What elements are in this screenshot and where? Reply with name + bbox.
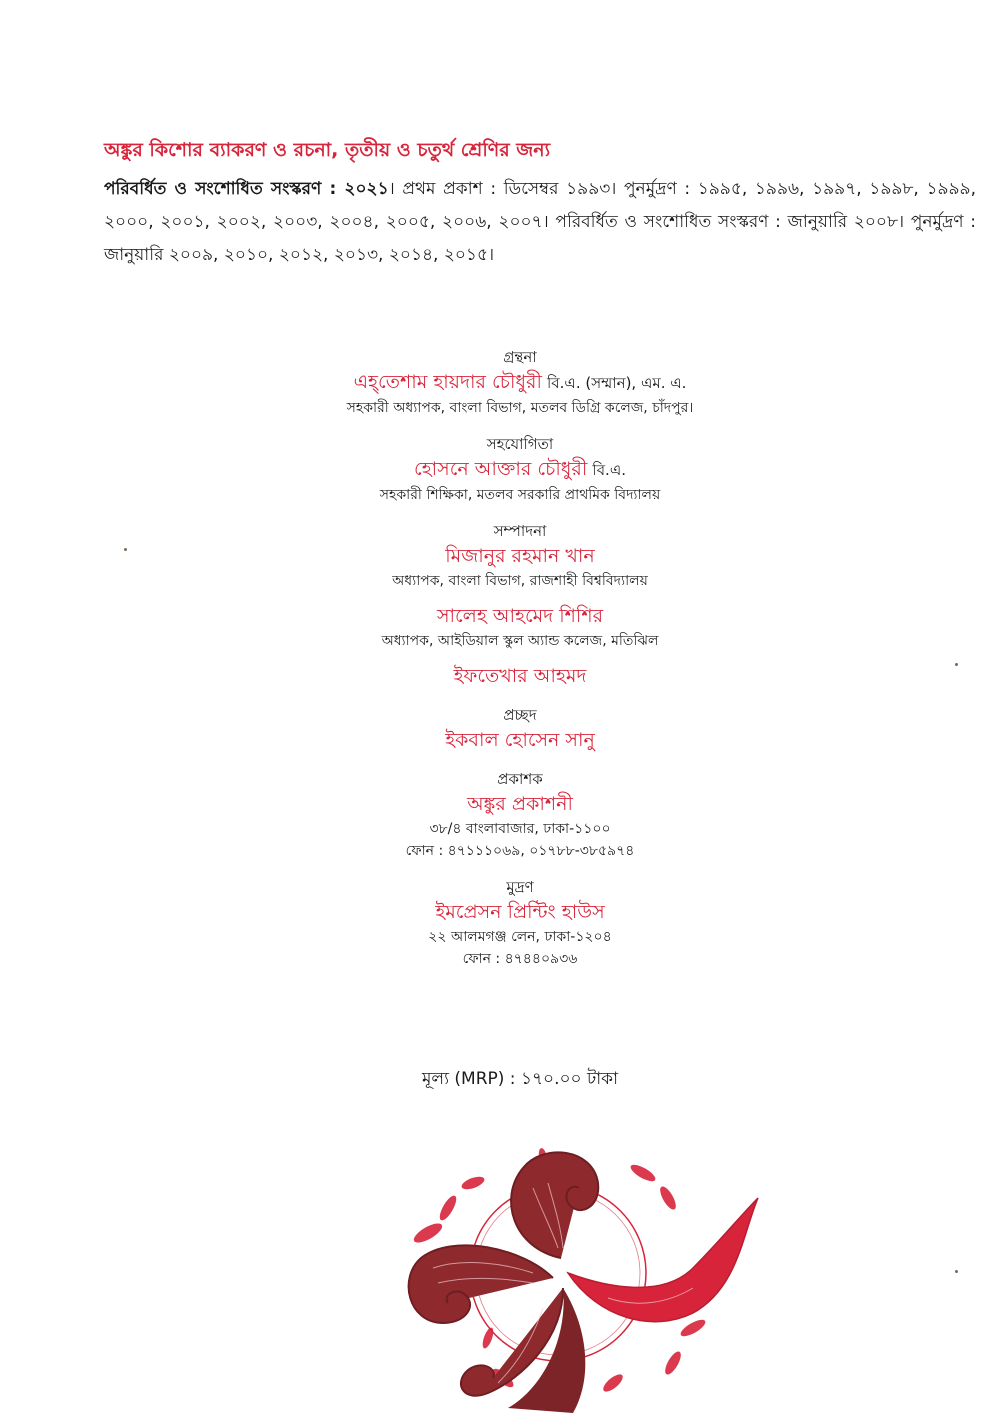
editor-name: ইফতেখার আহমদ bbox=[453, 665, 587, 687]
author-role: গ্রন্থনা bbox=[503, 348, 537, 366]
edition-history bbox=[104, 173, 976, 272]
publisher-name: অঙ্কুর প্রকাশনী bbox=[467, 793, 573, 815]
editor-desc: অধ্যাপক, আইডিয়াল স্কুল অ্যান্ড কলেজ, মতিঝিল bbox=[381, 633, 659, 649]
collaborator-name-row bbox=[250, 455, 790, 484]
editor-name: মিজানুর রহমান খান bbox=[445, 545, 595, 567]
collaborator-role: সহযোগিতা bbox=[486, 435, 554, 453]
paisley-ornament-icon bbox=[393, 1138, 763, 1418]
cover-artist-name: ইকবাল হোসেন সানু bbox=[445, 729, 595, 751]
printer-phone: ফোন : ৪৭৪৪০৯৩৬ bbox=[462, 951, 578, 967]
publisher-phone: ফোন : ৪৭১১১০৬৯, ০১৭৮৮-৩৮৫৯৭৪ bbox=[405, 843, 635, 859]
author-desc: সহকারী অধ্যাপক, বাংলা বিভাগ, মতলব ডিগ্রি কলেজ, চাঁদপুর। bbox=[346, 400, 694, 416]
editor-name: সালেহ আহমেদ শিশির bbox=[436, 605, 604, 627]
edition-history-text: । প্রথম প্রকাশ : ডিসেম্বর ১৯৯৩। পুনর্মুদ্রণ : ১৯৯৫, ১৯৯৬, ১৯৯৭, ১৯৯৮, ১৯৯৯, ২০০০, ২০০১, ২০০২, ২০০৩, ২০০৪, ২০০৫, ২০০৬, ২০০৭। পরিবর্ধিত ও সংশোধিত সংস্করণ : জানুয়ারি ২০০৮। পুনর্মুদ্রণ : জানুয়ারি ২০০৯, ২০১০, ২০১২, ২০১৩, ২০১৪, ২০১৫। bbox=[104, 179, 976, 265]
paper-speck bbox=[124, 548, 127, 551]
printer-name: ইমপ্রেসন প্রিন্টিং হাউস bbox=[435, 901, 605, 923]
collaborator-name: হোসনে আক্তার চৌধুরী bbox=[413, 458, 588, 480]
printer-address: ২২ আলমগঞ্জ লেন, ঢাকা-১২০৪ bbox=[428, 929, 612, 945]
credits-block bbox=[250, 346, 790, 970]
printer-role: মুদ্রণ bbox=[506, 878, 534, 896]
author-name-row bbox=[250, 368, 790, 397]
collaborator-degree: বি.এ. bbox=[592, 461, 626, 479]
publisher-role: প্রকাশক bbox=[497, 770, 543, 788]
author-degree: বি.এ. (সম্মান), এম. এ. bbox=[547, 374, 687, 392]
editors-role: সম্পাদনা bbox=[493, 522, 547, 540]
author-name: এহ্‌তেশাম হায়দার চৌধুরী bbox=[353, 371, 542, 393]
paper-speck bbox=[955, 1270, 958, 1273]
book-title: অঙ্কুর কিশোর ব্যাকরণ ও রচনা, তৃতীয় ও চতুর্থ শ্রেণির জন্য bbox=[104, 139, 551, 161]
publisher-address: ৩৮/৪ বাংলাবাজার, ঢাকা-১১০০ bbox=[429, 821, 611, 837]
collaborator-desc: সহকারী শিক্ষিকা, মতলব সরকারি প্রাথমিক বিদ্যালয় bbox=[379, 487, 661, 503]
edition-lead: পরিবর্ধিত ও সংশোধিত সংস্করণ : ২০২১ bbox=[104, 179, 389, 199]
cover-role: প্রচ্ছদ bbox=[503, 706, 537, 724]
editor-desc: অধ্যাপক, বাংলা বিভাগ, রাজশাহী বিশ্ববিদ্যালয় bbox=[392, 573, 648, 589]
price: মূল্য (MRP) : ১৭০.০০ টাকা bbox=[421, 1069, 619, 1089]
paper-speck bbox=[955, 663, 958, 666]
